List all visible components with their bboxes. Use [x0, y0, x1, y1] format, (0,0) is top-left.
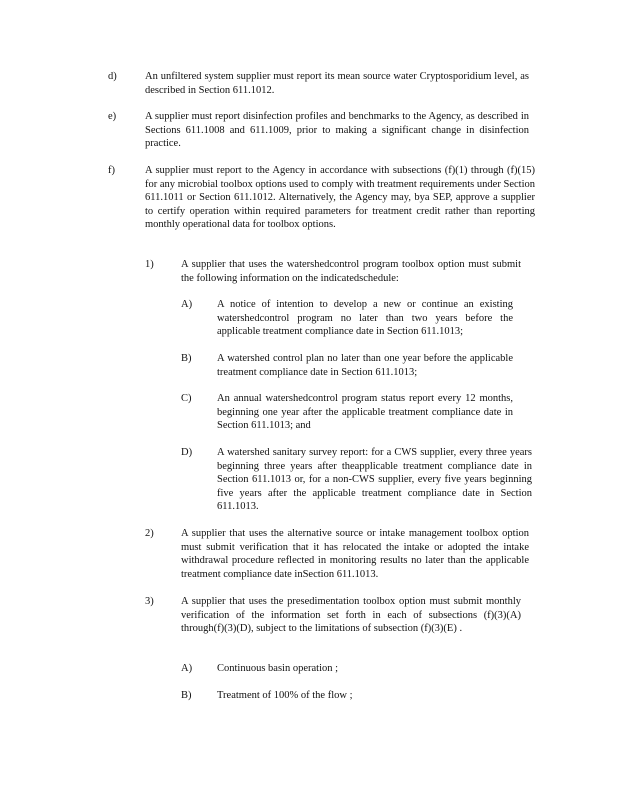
item-text: An annual watershedcontrol program status report every 12 months, beginning one year after the applicable treatment compliance date in Section 611.1013; and: [217, 393, 513, 432]
item-label: f): [108, 165, 115, 176]
item-label: A): [181, 299, 193, 310]
item-text: A watershed sanitary survey report: for a CWS supplier, every three years beginning three years after theapplicable treatment compliance date in Section 611.1013 or, for a non-CWS supplier, every five years beginning five years after the applicable treatment compliance date in Section 611.1013.: [217, 447, 532, 513]
item-label: 1): [145, 259, 154, 270]
item-label: e): [108, 111, 117, 122]
item-text: A watershed control plan no later than one year before the applicable treatment compliance date in Section 611.1013;: [217, 353, 513, 378]
item-text: A supplier that uses the presedimentation toolbox option must submit monthly verification of the information set forth in each of subsections (f)(3)(A) through(f)(3)(D), subject to the limitations of subsection (f)(3)(E) .: [181, 596, 521, 635]
item-label: B): [181, 353, 192, 364]
item-text: A supplier must report disinfection profiles and benchmarks to the Agency, as described in Sections 611.1008 and 611.1009, prior to making a significant change in disinfection practice.: [145, 111, 529, 150]
item-label: 3): [145, 596, 154, 607]
item-label: A): [181, 663, 193, 674]
item-text: A notice of intention to develop a new or continue an existing watershedcontrol program no later than two years before the applicable treatment compliance date in Section 611.1013;: [217, 299, 513, 338]
item-label: d): [108, 71, 117, 82]
item-text: An unfiltered system supplier must report its mean source water Cryptosporidium level, as described in Section 611.1012.: [145, 71, 529, 96]
item-text: A supplier that uses the watershedcontrol program toolbox option must submit the following information on the indicatedschedule:: [181, 259, 521, 284]
item-label: B): [181, 690, 192, 701]
item-label: 2): [145, 528, 154, 539]
item-text: A supplier must report to the Agency in accordance with subsections (f)(1) through (f)(15) for any microbial toolbox options used to comply with treatment requirements under Section 611.1011 or Section 611.1012. Alternatively, the Agency may, bya SEP, approve a supplier to certify operation within required parameters for treatment credit rather than reporting monthly operational data for toolbox options.: [145, 165, 535, 231]
item-text: Continuous basin operation ;: [217, 663, 339, 674]
item-label: C): [181, 393, 192, 404]
item-label: D): [181, 447, 193, 458]
item-text: A supplier that uses the alternative source or intake management toolbox option must submit verification that it has relocated the intake or adopted the intake withdrawal procedure reflected in monitoring results no later than the applicable treatment compliance date inSection 611.1013.: [181, 528, 529, 580]
item-text: Treatment of 100% of the flow ;: [217, 690, 353, 701]
